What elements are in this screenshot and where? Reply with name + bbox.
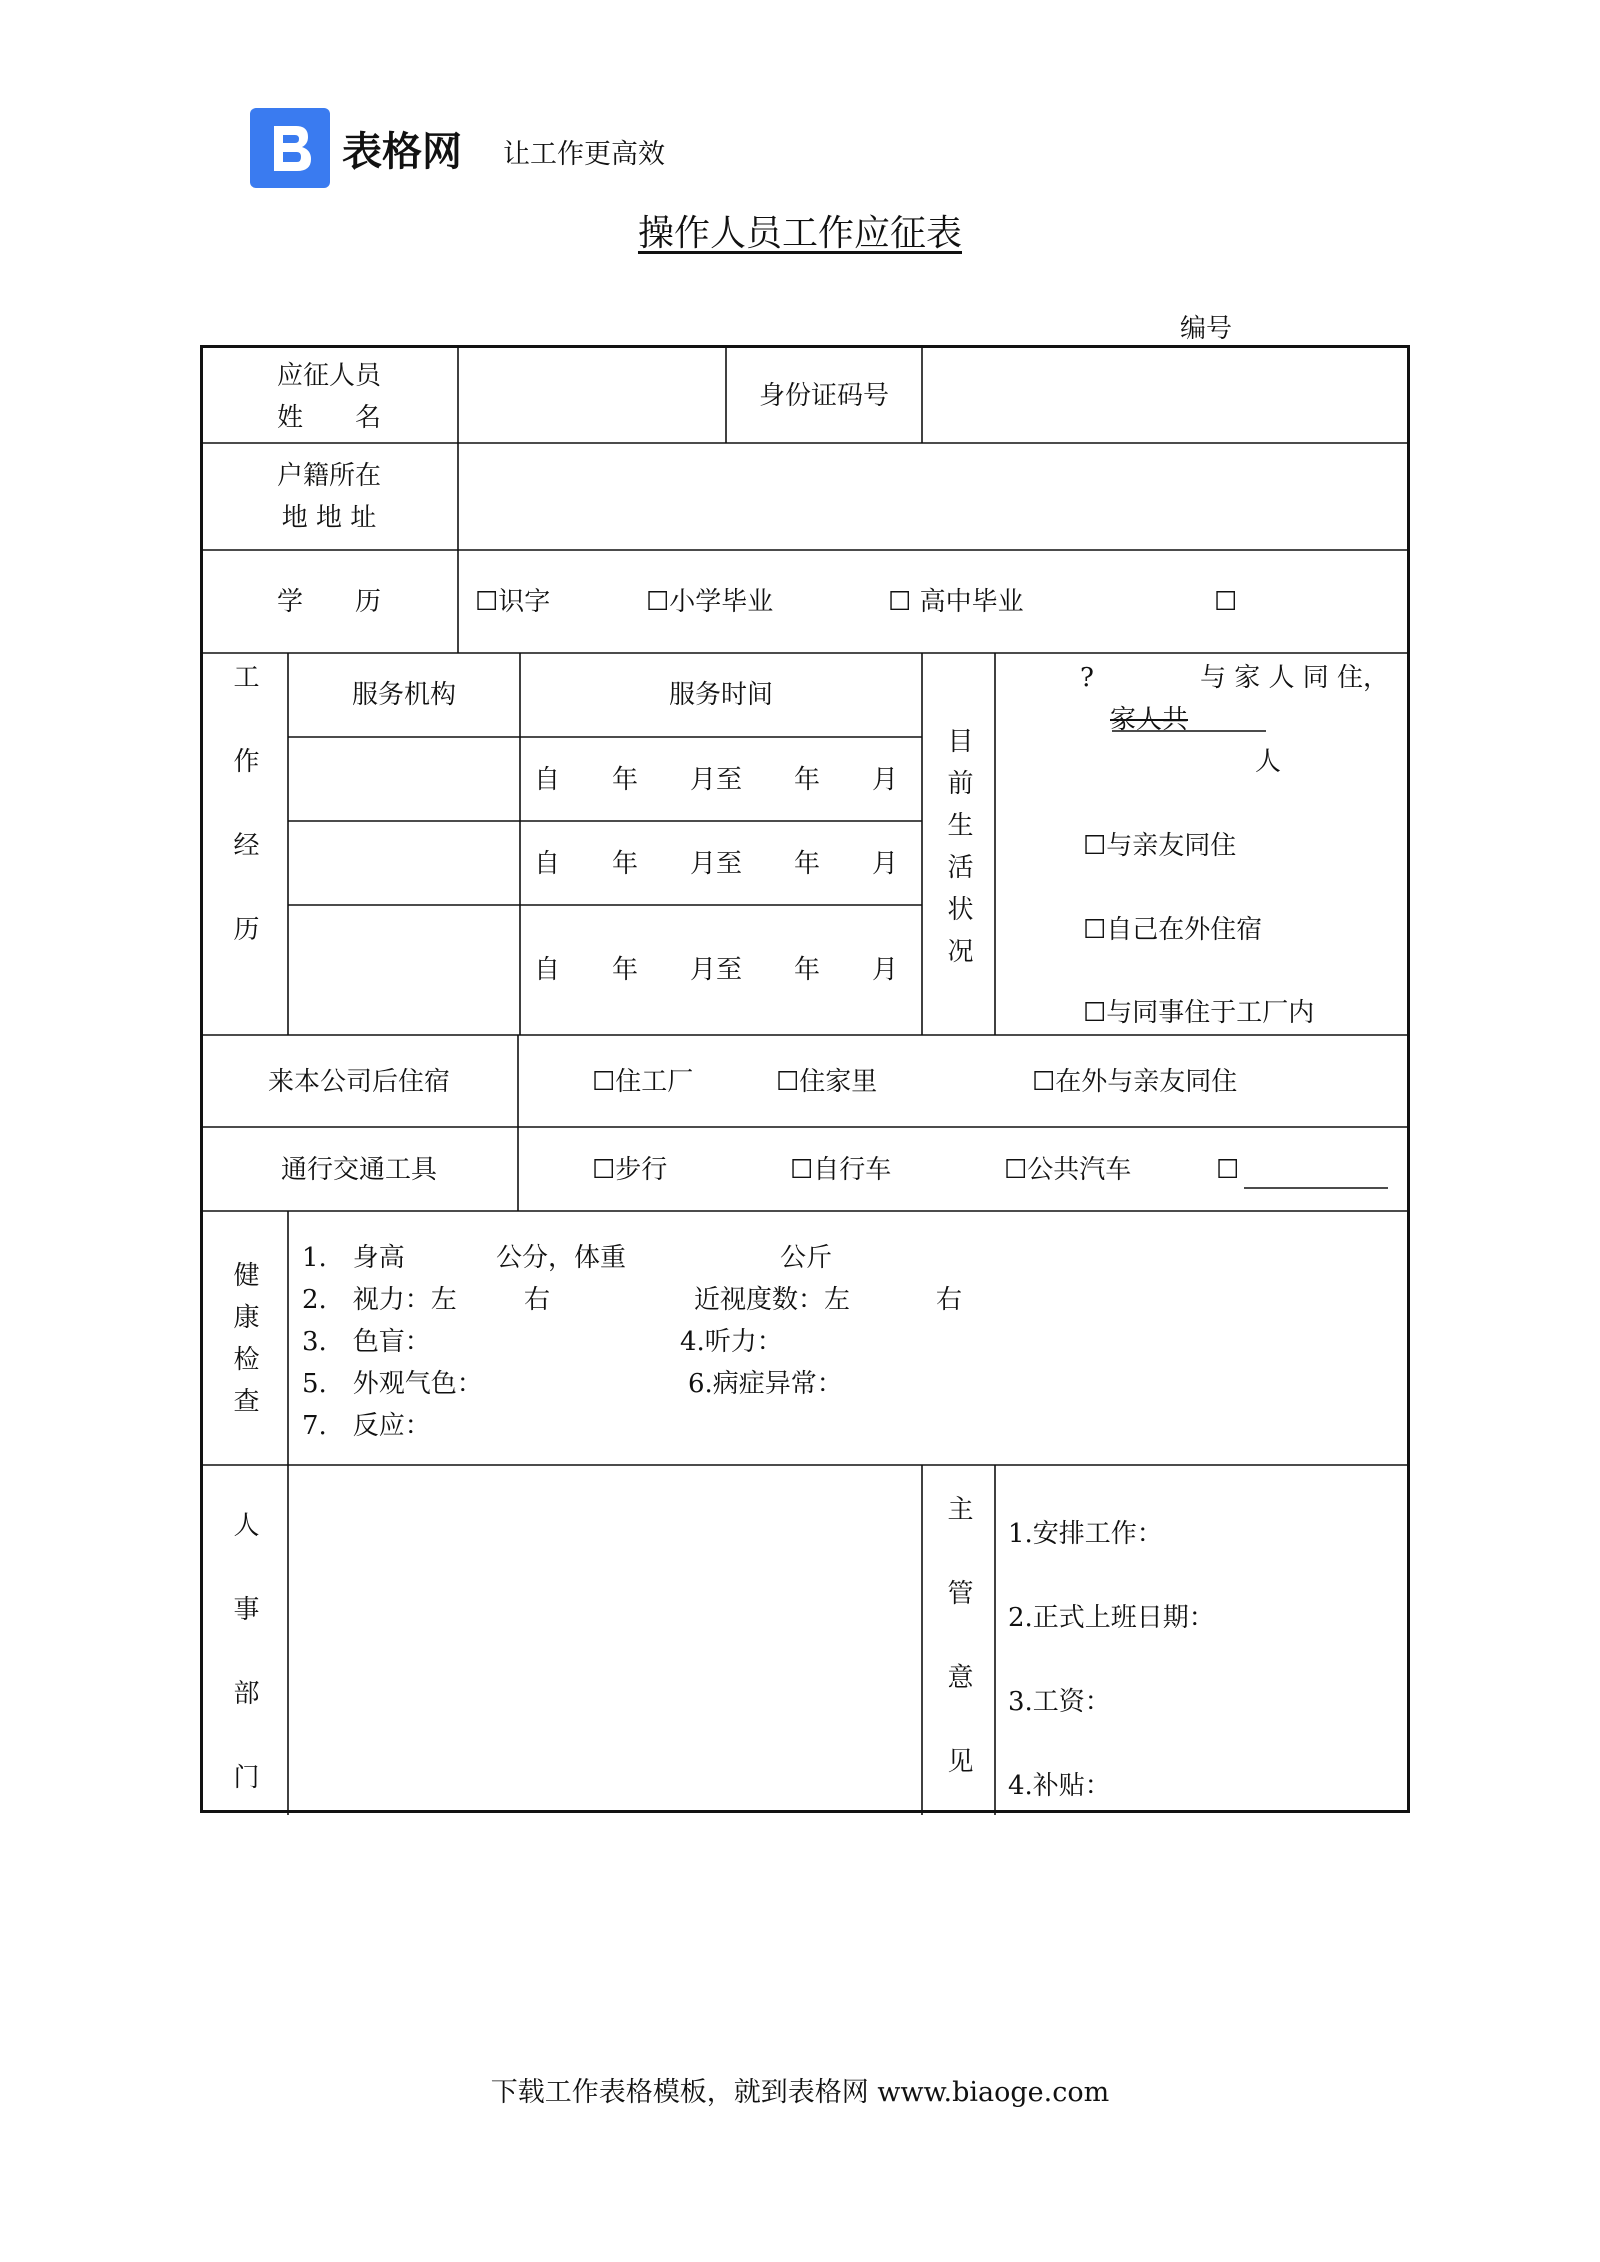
health-appearance: 5. 外观气色： [302, 1369, 483, 1399]
org-field-2[interactable] [292, 825, 516, 901]
brand-slogan: 让工作更高效 [503, 139, 665, 170]
time-row-2[interactable]: 自 年 月至 年 月 [534, 849, 899, 879]
address-field[interactable] [462, 447, 1406, 547]
time-row-3[interactable]: 自 年 月至 年 月 [534, 955, 899, 985]
lodging-option-home[interactable]: ☐住家里 [776, 1067, 878, 1097]
living-option-family[interactable]: 与 家 人 同 住， [1200, 663, 1390, 693]
work-history-label: 工作经历 [229, 663, 259, 999]
hr-department-label: 人事部门 [229, 1511, 259, 1847]
application-form [200, 345, 1410, 1847]
footer-text: 下载工作表格模板，就到表格网 www.biaoge.com [490, 2077, 1110, 2108]
time-row-1[interactable]: 自 年 月至 年 月 [534, 765, 899, 795]
living-status-label: 目前生活状况 [943, 727, 973, 979]
manager-salary[interactable]: 3.工资： [1008, 1687, 1111, 1717]
id-number-label: 身份证码号 [758, 381, 889, 411]
health-myopia-right: 右 [936, 1285, 963, 1315]
health-height: 1. 身高 [302, 1243, 405, 1273]
manager-opinion-label: 主管意见 [943, 1495, 973, 1831]
health-hearing: 4.听力： [680, 1327, 783, 1357]
address-label-line2: 地 地 址 [281, 503, 377, 533]
education-option-literate[interactable]: ☐识字 [475, 587, 551, 617]
brand-name: 表格网 [342, 129, 462, 175]
org-field-1[interactable] [292, 741, 516, 817]
org-header: 服务机构 [351, 680, 456, 710]
hr-opinion-field[interactable] [292, 1469, 918, 1809]
education-option-highschool[interactable]: ☐ 高中毕业 [888, 587, 1024, 617]
health-abnormal: 6.病症异常： [688, 1369, 843, 1399]
living-option-outside[interactable]: ☐自己在外住宿 [1083, 915, 1263, 945]
name-field[interactable] [462, 349, 722, 439]
education-option-other[interactable]: ☐ [1214, 587, 1238, 617]
health-weight-unit: 公斤 [780, 1243, 833, 1273]
health-check-label: 健康检查 [229, 1261, 259, 1429]
time-header: 服务时间 [668, 680, 773, 710]
health-color-blind: 3. 色盲： [302, 1327, 431, 1357]
living-option-family-mark: ? [1080, 663, 1094, 693]
living-option-relatives[interactable]: ☐与亲友同住 [1083, 831, 1237, 861]
family-count-unit: 人 [1255, 747, 1282, 777]
education-label: 学 历 [276, 587, 381, 617]
manager-allowance[interactable]: 4.补贴： [1008, 1771, 1111, 1801]
transport-option-walk[interactable]: ☐步行 [592, 1155, 668, 1185]
lodging-option-factory[interactable]: ☐住工厂 [592, 1067, 694, 1097]
lodging-label: 来本公司后住宿 [267, 1067, 450, 1097]
health-reaction: 7. 反应： [302, 1411, 431, 1441]
transport-label: 通行交通工具 [280, 1155, 437, 1185]
health-weight: 公分，体重 [496, 1243, 627, 1273]
transport-option-bus[interactable]: ☐公共汽车 [1004, 1155, 1132, 1185]
manager-assign-work[interactable]: 1.安排工作： [1008, 1519, 1163, 1549]
education-option-primary[interactable]: ☐小学毕业 [646, 587, 774, 617]
name-label-line1: 应征人员 [276, 361, 381, 391]
lodging-option-relatives[interactable]: ☐在外与亲友同住 [1032, 1067, 1238, 1097]
living-option-coworkers[interactable]: ☐与同事住于工厂内 [1083, 998, 1315, 1028]
manager-start-date[interactable]: 2.正式上班日期： [1008, 1603, 1215, 1633]
page-title: 操作人员工作应征表 [637, 213, 962, 254]
name-label-line2: 姓 名 [276, 403, 381, 433]
transport-option-other[interactable]: ☐ [1216, 1155, 1240, 1185]
transport-option-bicycle[interactable]: ☐自行车 [790, 1155, 892, 1185]
address-label-line1: 户籍所在 [276, 461, 381, 491]
family-count-label: 家人共 [1110, 705, 1189, 735]
health-vision-right: 右 [524, 1285, 551, 1315]
serial-number-label: 编号 [1180, 314, 1233, 344]
org-field-3[interactable] [292, 909, 516, 1031]
health-vision-left: 2. 视力：左 [302, 1285, 457, 1315]
biaoge-logo-icon [250, 108, 330, 188]
health-myopia-left: 近视度数：左 [694, 1285, 851, 1315]
id-number-field[interactable] [926, 349, 1406, 439]
